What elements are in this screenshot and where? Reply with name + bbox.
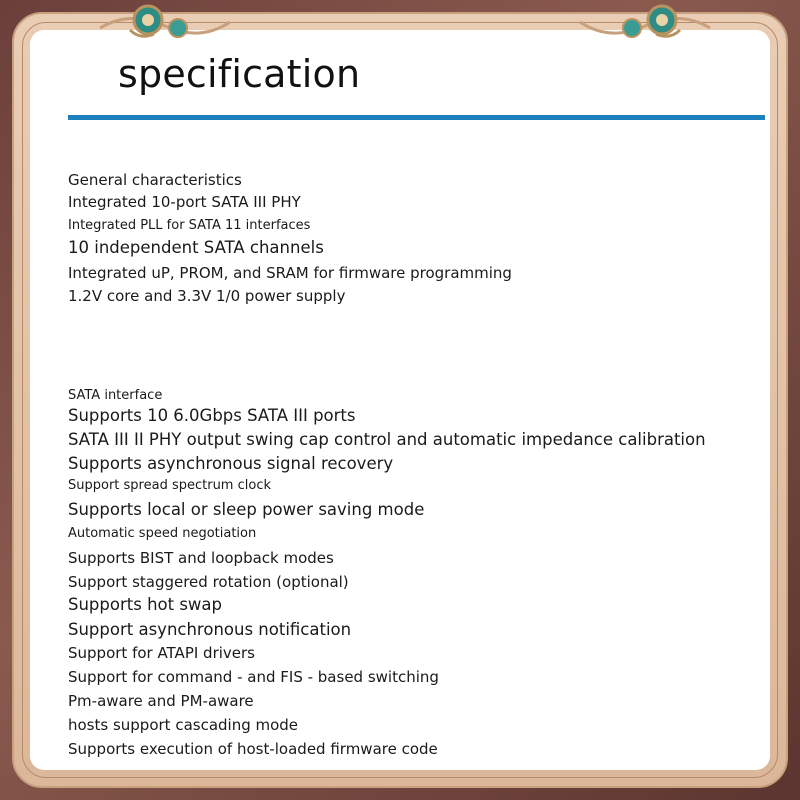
spec-item: Support for command - and FIS - based switching [68,668,439,686]
page-title: specification [118,52,361,96]
spec-item: Supports local or sleep power saving mode [68,500,425,519]
spec-item: hosts support cascading mode [68,716,299,734]
section-heading-sata: SATA interface [68,388,163,403]
spec-item: 1.2V core and 3.3V 1/0 power supply [68,287,346,305]
section-heading-general: General characteristics [68,171,242,189]
spec-item: Supports asynchronous signal recovery [68,454,394,473]
spec-item: 10 independent SATA channels [68,238,324,257]
scroll-ornament-icon [570,0,720,50]
spec-item: Support for ATAPI drivers [68,644,255,662]
spec-item: Integrated uP, PROM, and SRAM for firmware programming [68,264,512,282]
spec-item: SATA III II PHY output swing cap control and automatic impedance calibration [68,430,706,449]
spec-item: Support staggered rotation (optional) [68,573,349,591]
spec-item: Integrated 10-port SATA III PHY [68,193,301,211]
spec-item: Support asynchronous notification [68,620,352,639]
spec-item: Supports 10 6.0Gbps SATA III ports [68,406,356,425]
scroll-ornament-icon [90,0,240,50]
spec-item: Support spread spectrum clock [68,478,271,493]
spec-item: Integrated PLL for SATA 11 interfaces [68,218,311,233]
spec-item: Pm-aware and PM-aware [68,692,254,710]
spec-item: Supports hot swap [68,595,223,614]
spec-item: Automatic speed negotiation [68,526,257,541]
spec-item: Supports BIST and loopback modes [68,549,334,567]
title-divider [68,115,765,120]
spec-item: Supports execution of host-loaded firmware code [68,740,438,758]
